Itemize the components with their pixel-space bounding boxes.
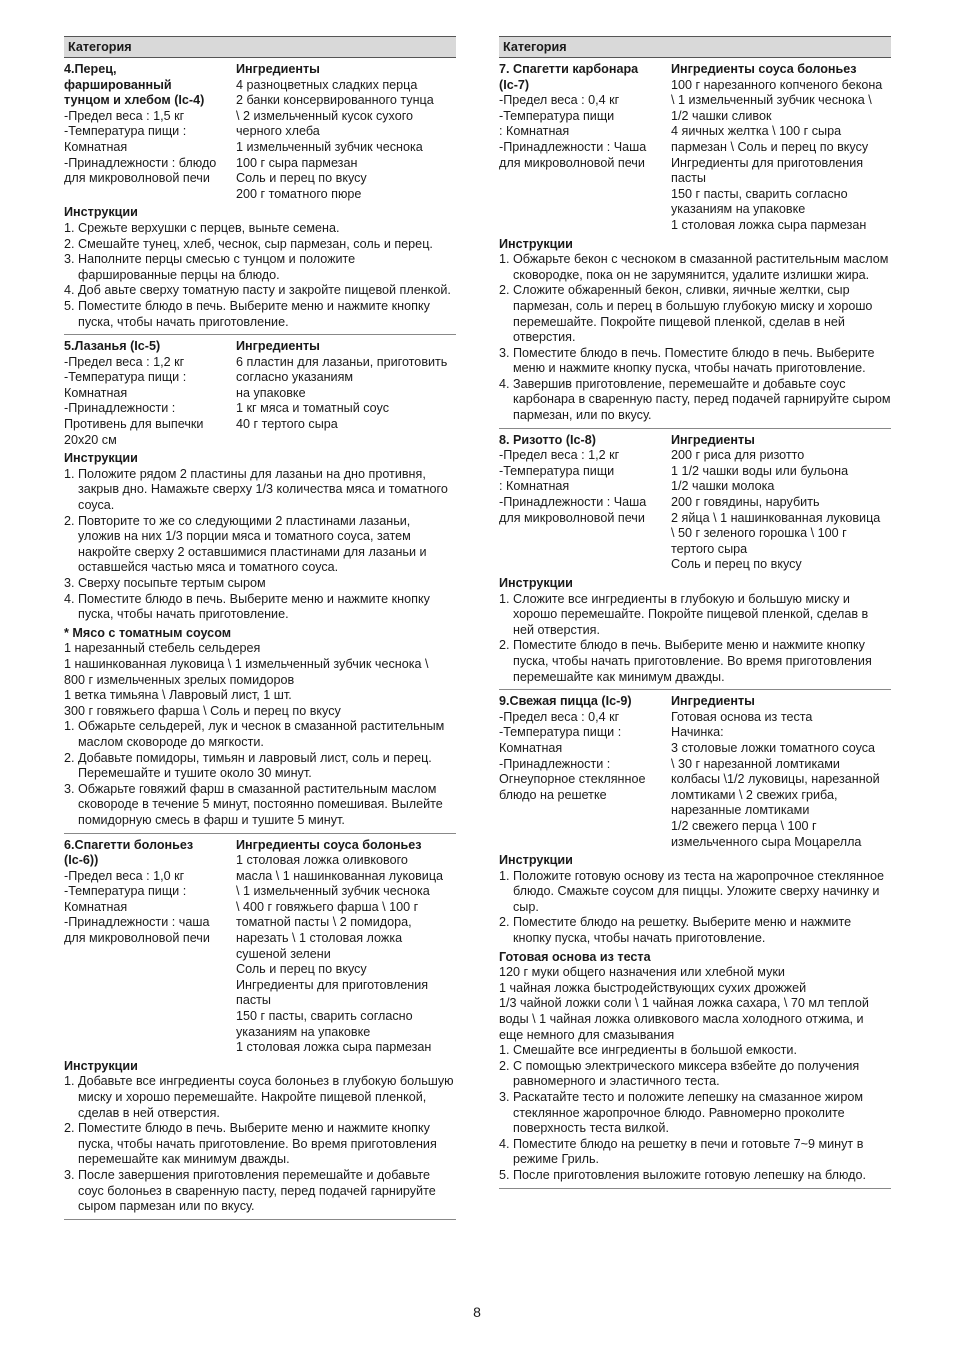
step-number: 3. (64, 576, 75, 590)
instruction-step (64, 467, 456, 514)
recipe-meta (64, 838, 236, 1056)
ingredient-line: 1 1/2 чашки воды или бульона (671, 463, 849, 478)
instruction-step-text: Раскатайте тесто и положите лепешку на смазанное жиром стеклянное жаропрочное блюдо. Равномерно проколите поверхность теста вилкой. (513, 1090, 863, 1136)
recipe-title: фаршированный (64, 77, 172, 92)
sub-recipe-line: 1 ветка тимьяна \ Лавровый лист, 1 шт. (64, 688, 292, 703)
step-number: 1. (64, 466, 75, 481)
recipe-meta (499, 433, 671, 573)
instruction-step-text: Сложите все ингредиенты в глубокую и большую миску и хорошо перемешайте. Покройте пищевой пленкой, сделав в ней отверстия. (513, 591, 869, 637)
ingredient-line: сушеной зелени (236, 946, 331, 961)
instruction-step-text: Смешайте все ингредиенты в большой емкости. (513, 1043, 797, 1058)
instruction-step (64, 237, 456, 253)
instruction-step (64, 1168, 456, 1215)
instructions-title: Инструкции (64, 1058, 138, 1073)
step-number: 3. (499, 345, 510, 360)
ingredients-title: Ингредиенты соуса болоньез (236, 837, 422, 852)
instruction-step (499, 592, 891, 639)
ingredient-line: 1 кг мяса и томатный соус (236, 401, 389, 416)
recipe-meta-line: для микроволновой печи (499, 510, 645, 525)
recipe-meta-line: Противень для выпечки (64, 417, 204, 432)
page-number: 8 (473, 1304, 481, 1320)
category-header: Категория (499, 36, 891, 58)
left-column (64, 36, 456, 1220)
ingredient-line: \ 2 измельченный кусок сухого (236, 108, 414, 123)
ingredient-line: 150 г пасты, сварить согласно (236, 1009, 413, 1024)
recipe-section (64, 58, 456, 335)
ingredient-line: 100 г нарезанного копченого бекона (671, 77, 883, 92)
recipe-meta-line: -Предел веса : 1,2 кг (499, 448, 620, 463)
ingredient-line: 1/2 чашки молока (671, 479, 775, 494)
ingredient-line: \ 1 измельченный зубчик чеснока \ (671, 93, 872, 108)
instruction-step-text: Положите рядом 2 пластины для лазаньи на дно противня, закрыв дно. Намажьте сверху 1/3 количества мяса и томатного соуса. (78, 466, 448, 513)
instruction-step (499, 377, 891, 424)
instructions-title: Инструкции (64, 451, 138, 466)
recipe-meta-line: -Принадлежности : чаша (64, 915, 210, 930)
instruction-step-text: Поместите блюдо в печь. Выберите меню и нажмите кнопку пуска, чтобы начать приготовление. (78, 298, 430, 329)
step-number: 4. (499, 376, 510, 391)
ingredients-block (236, 838, 456, 1056)
recipe-meta-line: -Температура пищи : (64, 124, 187, 139)
recipe-meta-line: -Предел веса : 1,2 кг (64, 354, 185, 369)
instruction-step-text: Поместите блюдо на решетку в печи и готовьте 7~9 минут в режиме Гриль. (513, 1136, 864, 1167)
sub-recipe-line: 120 г муки общего назначения или хлебной муки (499, 965, 785, 980)
ingredient-line: пасты (236, 993, 271, 1008)
instruction-step (499, 1059, 891, 1090)
instruction-step (64, 782, 456, 829)
ingredients-block (236, 62, 456, 202)
recipe-meta-line: Комнатная (499, 740, 563, 755)
step-number: 5. (64, 298, 75, 313)
recipe-meta-line: -Принадлежности : блюдо (64, 155, 217, 170)
ingredient-line: 200 г томатного пюре (236, 186, 362, 201)
recipe-meta-line: 20х20 см (64, 432, 117, 447)
recipe-title: 8. Ризотто (Ic-8) (499, 432, 596, 447)
ingredients-title: Ингредиенты (671, 432, 755, 447)
instruction-step (64, 514, 456, 576)
sub-recipe-steps (499, 1043, 891, 1183)
recipe-meta-line: -Принадлежности : Чаша (499, 495, 647, 510)
recipe-meta-line: -Температура пищи : (64, 884, 187, 899)
recipe-meta-line: : Комнатная (499, 124, 570, 139)
sub-recipe-title: Готовая основа из теста (499, 949, 651, 964)
ingredient-line: Начинка: (671, 725, 724, 740)
recipe-meta (64, 339, 236, 448)
ingredients-block (671, 62, 891, 234)
ingredient-line: нарезать \ 1 столовая ложка (236, 931, 403, 946)
sub-recipe-line: 1 нашинкованная луковица \ 1 измельченный зубчик чеснока \ (64, 656, 429, 671)
step-number: 3. (64, 252, 75, 267)
instruction-step (499, 1043, 891, 1059)
step-number: 2. (499, 283, 510, 298)
instruction-step-text: Смешайте тунец, хлеб, чеснок, сыр пармезан, соль и перец. (78, 236, 433, 251)
recipe-meta-line: Огнеупорное стеклянное (499, 772, 646, 787)
recipe-meta-line: Комнатная (64, 139, 128, 154)
step-number: 1. (499, 591, 510, 606)
recipe-section (499, 429, 891, 691)
recipe-meta-line: -Предел веса : 0,4 кг (499, 93, 620, 108)
recipe-meta-line: -Принадлежности : Чаша (499, 139, 647, 154)
ingredient-line: колбасы \1/2 луковицы, нарезанной (671, 772, 880, 787)
instructions-list (499, 592, 891, 686)
ingredient-line: пасты (671, 171, 706, 186)
sub-recipe-steps (64, 719, 456, 828)
instruction-step (499, 638, 891, 685)
ingredient-line: Ингредиенты для приготовления (236, 977, 429, 992)
ingredient-line: \ 400 г говяжьего фарша \ 100 г (236, 899, 419, 914)
step-number: 1. (499, 868, 510, 883)
ingredient-line: 2 банки консервированного тунца (236, 93, 434, 108)
recipe-meta-line: -Предел веса : 1,5 кг (64, 108, 185, 123)
instruction-step-text: Завершив приготовление, перемешайте и добавьте соус карбонара в сваренную пасту, перед подачей гарнируйте сыром пармезан, или по вкусу. (513, 376, 891, 423)
recipe-title: 9.Свежая пицца (Ic-9) (499, 694, 632, 709)
recipe-section (499, 58, 891, 429)
ingredient-line: Ингредиенты для приготовления (671, 155, 864, 170)
instruction-step-text: Добавьте все ингредиенты соуса болоньез в глубокую большую миску и хорошо перемешайте. Накройте пищевой пленкой, сделав в ней отверстия. (78, 1074, 454, 1120)
recipe-header (499, 433, 891, 573)
ingredient-line: 100 г сыра пармезан (236, 155, 358, 170)
instructions-title: Инструкции (499, 576, 573, 590)
recipe-header (499, 694, 891, 850)
ingredients-block (671, 694, 891, 850)
ingredient-line: 1 столовая ложка сыра пармезан (671, 217, 867, 232)
step-number: 1. (64, 1074, 75, 1089)
ingredient-line: \ 30 г нарезанной ломтиками (671, 756, 840, 771)
instruction-step-text: Положите готовую основу из теста на жаропрочное стеклянное блюдо. Смажьте соусом для пиццы. Уложите сверху начинку и сыр. (513, 868, 885, 914)
ingredients-title: Ингредиенты (236, 339, 320, 354)
instruction-step (64, 751, 456, 782)
ingredient-line: \ 1 измельченный зубчик чеснока (236, 884, 430, 899)
ingredients-title: Ингредиенты соуса болоньез (671, 62, 857, 76)
sub-recipe-line: 1/3 чайной ложки соли \ 1 чайная ложка сахара, \ 70 мл теплой воды \ 1 чайная ложка оливкового масла холодного отжима, и еще немного для смазывания (499, 996, 869, 1042)
step-number: 4. (499, 1136, 510, 1151)
ingredient-line: тертого сыра (671, 541, 748, 556)
recipe-title: 4.Перец, (64, 62, 117, 76)
instructions-list (64, 1074, 456, 1214)
ingredient-line: 1 измельченный зубчик чеснока (236, 139, 423, 154)
recipe-meta-line: -Принадлежности : (499, 756, 611, 771)
ingredient-line: масла \ 1 нашинкованная луковица (236, 868, 444, 883)
recipe-meta-line: для микроволновой печи (499, 155, 645, 170)
recipe-title: 7. Спагетти карбонара (499, 62, 639, 76)
recipe-section (499, 690, 891, 1188)
instruction-step-text: Доб авьте сверху томатную пасту и закройте пищевой пленкой. (78, 283, 451, 298)
instruction-step (499, 252, 891, 283)
instruction-step (64, 1074, 456, 1121)
ingredient-line: согласно указаниям (236, 370, 354, 385)
step-number: 2. (64, 1121, 75, 1136)
ingredient-line: 3 столовые ложки томатного соуса (671, 740, 876, 755)
recipe-meta-line: Комнатная (64, 899, 128, 914)
ingredients-title: Ингредиенты (671, 694, 755, 709)
instruction-step (499, 283, 891, 345)
ingredient-line: 1/2 свежего перца \ 100 г (671, 818, 817, 833)
instruction-step-text: Сложите обжаренный бекон, сливки, яичные желтки, сыр пармезан, соль и перец в большую глубокую миску и хорошо перемешайте. Покройте пищевой пленкой, сделав в ней отверстия. (513, 283, 873, 345)
instructions-list (64, 221, 456, 330)
ingredients-title: Ингредиенты (236, 62, 320, 76)
instruction-step (64, 719, 456, 750)
category-header: Категория (64, 36, 456, 58)
instruction-step-text: После приготовления выложите готовую лепешку на блюдо. (513, 1167, 867, 1182)
instructions-list (499, 252, 891, 424)
recipe-meta-line: -Предел веса : 0,4 кг (499, 709, 620, 724)
instructions-title: Инструкции (499, 236, 573, 251)
instruction-step (499, 1137, 891, 1168)
ingredient-line: Готовая основа из теста (671, 709, 813, 724)
recipe-header (64, 62, 456, 202)
step-number: 2. (64, 513, 75, 528)
recipe-meta-line: -Температура пищи : (499, 725, 622, 740)
step-number: 2. (499, 1058, 510, 1073)
instruction-step-text: Поместите блюдо в печь. Выберите меню и нажмите кнопку пуска, чтобы начать приготовление. Во время приготовления перемешайте как минимум дважды. (513, 638, 872, 684)
instruction-step (64, 252, 456, 283)
ingredient-line: 2 яйца \ 1 нашинкованная луковица (671, 510, 881, 525)
instruction-step (499, 869, 891, 916)
instruction-step (64, 1121, 456, 1168)
instructions-list (499, 869, 891, 947)
instructions-title: Инструкции (499, 853, 573, 868)
ingredient-line: измельченного сыра Моцарелла (671, 834, 862, 849)
instruction-step-text: Срежьте верхушки с перцев, выньте семена. (78, 220, 340, 235)
step-number: 3. (64, 781, 75, 796)
step-number: 2. (64, 236, 75, 251)
recipe-header (499, 62, 891, 234)
step-number: 3. (499, 1090, 510, 1104)
instruction-step (64, 221, 456, 237)
recipe-section (64, 834, 456, 1220)
step-number: 1. (64, 220, 75, 235)
ingredient-line: 1 столовая ложка сыра пармезан (236, 1040, 432, 1055)
recipe-meta-line: -Предел веса : 1,0 кг (64, 868, 185, 883)
recipe-meta (64, 62, 236, 202)
ingredient-line: ломтиками \ 2 свежих гриба, (671, 787, 838, 802)
recipe-meta-line: -Температура пищи (499, 463, 615, 478)
step-number: 2. (499, 915, 510, 930)
step-number: 5. (499, 1167, 510, 1182)
instruction-step (64, 299, 456, 330)
recipe-meta-line: : Комнатная (499, 479, 570, 494)
ingredient-line: 200 г говядины, нарубить (671, 495, 820, 510)
step-number: 2. (499, 638, 510, 653)
ingredient-line: томатной пасты \ 2 помидора, (236, 915, 412, 930)
instruction-step-text: Поместите блюдо в печь. Выберите меню и нажмите кнопку пуска, чтобы начать приготовление. (78, 591, 430, 622)
ingredients-block (236, 339, 456, 448)
recipe-header (64, 838, 456, 1056)
step-number: 1. (499, 1043, 510, 1058)
ingredient-line: 6 пластин для лазаньи, приготовить (236, 354, 448, 369)
step-number: 4. (64, 591, 75, 606)
recipe-title: тунцом и хлебом (Ic-4) (64, 93, 205, 108)
ingredient-line: 1 столовая ложка оливкового (236, 853, 408, 868)
recipe-meta-line: блюдо на решетке (499, 787, 607, 802)
ingredient-line: Соль и перец по вкусу (671, 557, 802, 572)
instruction-step-text: После завершения приготовления перемешайте и добавьте соус болоньез в сваренную пасту, перед подачей гарнируйте сыром пармезан или по вкусу. (78, 1167, 436, 1214)
sub-recipe-title: * Мясо с томатным соусом (64, 625, 232, 640)
recipe-meta-line: для микроволновой печи (64, 931, 210, 946)
step-number: 1. (499, 252, 510, 267)
ingredients-block (671, 433, 891, 573)
recipe-title: (Ic-7) (499, 77, 530, 92)
recipe-meta-line: -Температура пищи (499, 108, 615, 123)
instruction-step-text: Поместите блюдо на решетку. Выберите меню и нажмите кнопку пуска, чтобы начать приготовление. (513, 915, 852, 946)
recipe-title: (Ic-6)) (64, 853, 99, 868)
step-number: 3. (64, 1167, 75, 1182)
ingredient-line: 200 г риса для ризотто (671, 448, 805, 463)
recipe-meta (499, 694, 671, 850)
instruction-step-text: Наполните перцы смесью с тунцом и положите фаршированные перцы на блюдо. (78, 252, 356, 282)
ingredient-line: 4 разноцветных сладких перца (236, 77, 418, 92)
ingredient-line: указаниям на упаковке (671, 202, 806, 217)
sub-recipe-line: 1 нарезанный стебель сельдерея (64, 641, 261, 656)
ingredient-line: \ 50 г зеленого горошка \ 100 г (671, 526, 847, 541)
instruction-step (499, 915, 891, 946)
ingredient-line: Соль и перец по вкусу (236, 171, 367, 186)
recipe-meta (499, 62, 671, 234)
instruction-step-text: Сверху посыпьте тертым сыром (78, 576, 266, 590)
instruction-step-text: Обжарьте говяжий фарш в смазанной растительным маслом сковороде в течение 5 минут, постоянно помешивая. Вылейте помидорную смесь в фарш и тушите 5 минут. (78, 781, 443, 827)
instruction-step (64, 592, 456, 623)
sub-recipe-line: 300 г говяжьего фарша \ Соль и перец по вкусу (64, 703, 341, 718)
ingredient-line: на упаковке (236, 385, 306, 400)
recipe-header (64, 339, 456, 448)
ingredient-line: нарезанные ломтиками (671, 803, 810, 818)
instruction-step (499, 346, 891, 377)
instruction-step-text: С помощью электрического миксера взбейте до получения равномерного и эластичного теста. (513, 1058, 860, 1089)
instruction-step (499, 1090, 891, 1137)
instruction-step-text: Обжарьте бекон с чесноком в смазанной растительным маслом сковородке, пока он не зарумянится, удалите излишки жира. (513, 252, 889, 282)
ingredient-line: Соль и перец по вкусу (236, 962, 367, 977)
ingredient-line: пармезан \ Соль и перец по вкусу (671, 139, 869, 154)
ingredient-line: 1/2 чашки сливок (671, 108, 772, 123)
ingredient-line: 150 г пасты, сварить согласно (671, 186, 848, 201)
instruction-step-text: Поместите блюдо в печь. Поместите блюдо в печь. Выберите меню и нажмите кнопку пуска, чтобы начать приготовление. (513, 345, 875, 376)
ingredient-line: черного хлеба (236, 124, 320, 139)
recipe-meta-line: -Температура пищи : (64, 370, 187, 385)
recipe-meta-line: -Принадлежности : (64, 401, 176, 416)
instruction-step-text: Обжарьте сельдерей, лук и чеснок в смазанной растительным маслом сковороде до мягкости. (78, 719, 445, 749)
instructions-list (64, 467, 456, 623)
recipe-meta-line: для микроволновой печи (64, 171, 210, 186)
ingredient-line: 4 яичных желтка \ 100 г сыра (671, 124, 842, 139)
recipe-title: 5.Лазанья (Ic-5) (64, 339, 161, 354)
right-column (499, 36, 891, 1189)
instruction-step (499, 1168, 891, 1184)
instruction-step (64, 283, 456, 299)
step-number: 4. (64, 283, 75, 298)
step-number: 1. (64, 719, 75, 734)
instructions-title: Инструкции (64, 205, 138, 220)
sub-recipe-line: 800 г измельченных зрелых помидоров (64, 672, 295, 687)
recipe-section (64, 335, 456, 833)
recipe-meta-line: Комнатная (64, 385, 128, 400)
sub-recipe-line: 1 чайная ложка быстродействующих сухих дрожжей (499, 980, 807, 995)
instruction-step-text: Добавьте помидоры, тимьян и лавровый лист, соль и перец. Перемешайте и тушите около 30 минут. (78, 750, 432, 781)
instruction-step (64, 576, 456, 592)
recipe-title: 6.Спагетти болоньез (64, 837, 194, 852)
ingredient-line: 40 г тертого сыра (236, 417, 338, 432)
ingredient-line: указаниям на упаковке (236, 1024, 371, 1039)
step-number: 2. (64, 750, 75, 765)
instruction-step-text: Повторите то же со следующими 2 пластинами лазаньи, уложив на них 1/3 порции мяса и томатного соуса, затем накройте сверху 2 оставшимися пластинами для лазаньи и оставшейся частью мяса и томатного соуса. (78, 513, 427, 575)
instruction-step-text: Поместите блюдо в печь. Выберите меню и нажмите кнопку пуска, чтобы начать приготовление. Во время приготовления перемешайте как минимум дважды. (78, 1121, 437, 1167)
